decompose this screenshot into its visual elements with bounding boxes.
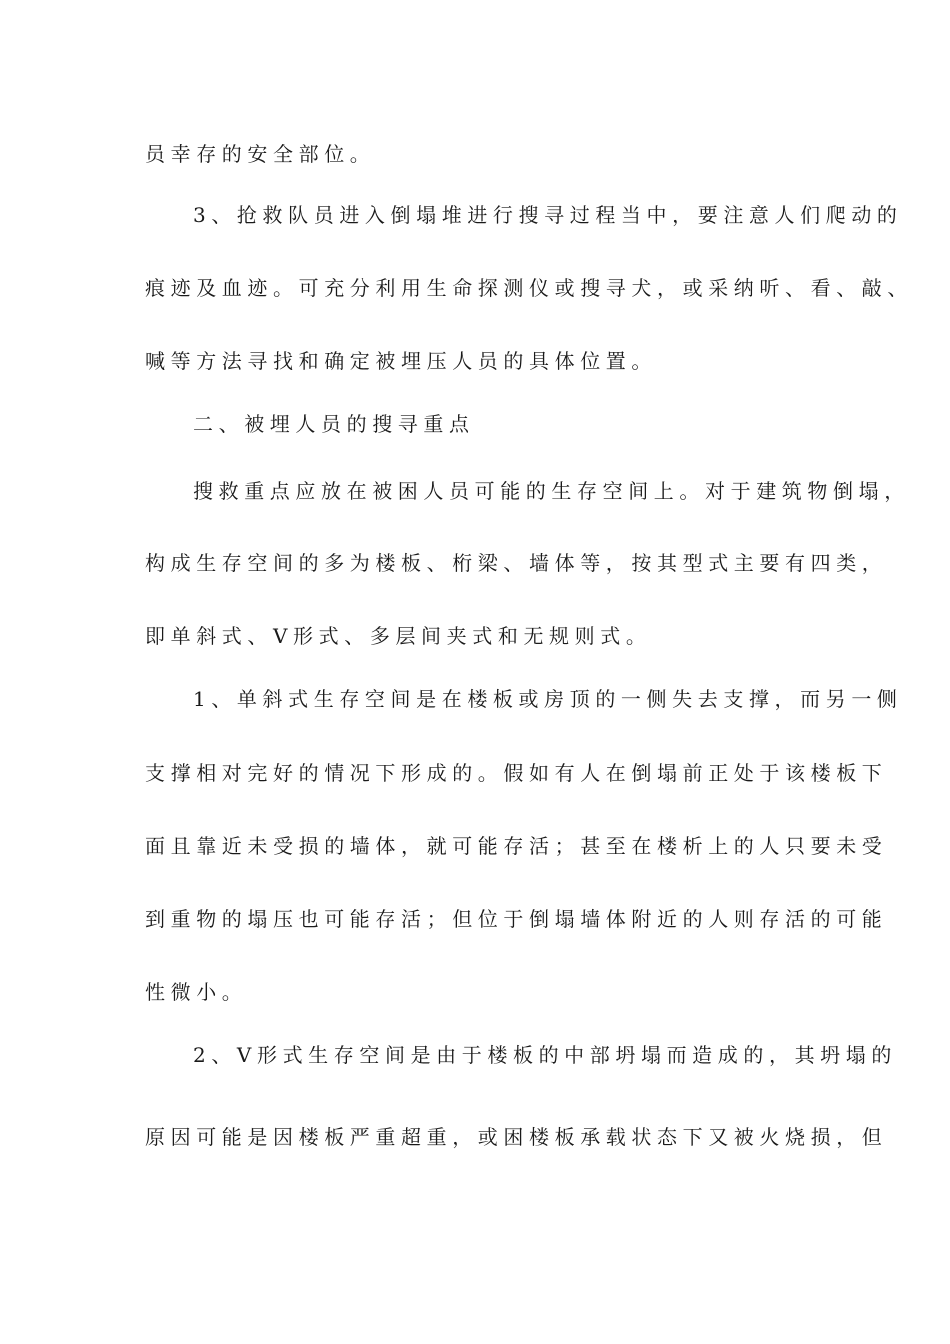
- text-line-10: 支撑相对完好的情况下形成的。假如有人在倒塌前正处于该楼板下: [145, 761, 888, 785]
- text-line-9: 1、单斜式生存空间是在楼板或房顶的一侧失去支撑，而另一侧: [193, 687, 903, 711]
- text-line-13: 性微小。: [145, 980, 248, 1004]
- text-line-7: 构成生存空间的多为楼板、桁梁、墙体等，按其型式主要有四类，: [145, 551, 888, 575]
- text-line-14: 2、V形式生存空间是由于楼板的中部坍塌而造成的，其坍塌的: [193, 1043, 897, 1067]
- text-line-3: 痕迹及血迹。可充分利用生命探测仪或搜寻犬，或采纳听、看、敲、: [145, 276, 913, 300]
- text-line-1: 员幸存的安全部位。: [145, 142, 376, 166]
- text-line-4: 喊等方法寻找和确定被埋压人员的具体位置。: [145, 349, 657, 373]
- text-line-11: 面且靠近未受损的墙体，就可能存活；甚至在楼析上的人只要未受: [145, 834, 888, 858]
- text-line-6: 搜救重点应放在被困人员可能的生存空间上。对于建筑物倒塌，: [193, 479, 910, 503]
- text-line-12: 到重物的塌压也可能存活；但位于倒塌墙体附近的人则存活的可能: [145, 907, 888, 931]
- text-line-2: 3、抢救队员进入倒塌堆进行搜寻过程当中，要注意人们爬动的: [193, 203, 903, 227]
- text-line-8: 即单斜式、V形式、多层间夹式和无规则式。: [145, 624, 652, 648]
- text-line-15: 原因可能是因楼板严重超重，或困楼板承载状态下又被火烧损，但: [145, 1125, 888, 1149]
- section-heading: 二、被埋人员的搜寻重点: [193, 412, 475, 436]
